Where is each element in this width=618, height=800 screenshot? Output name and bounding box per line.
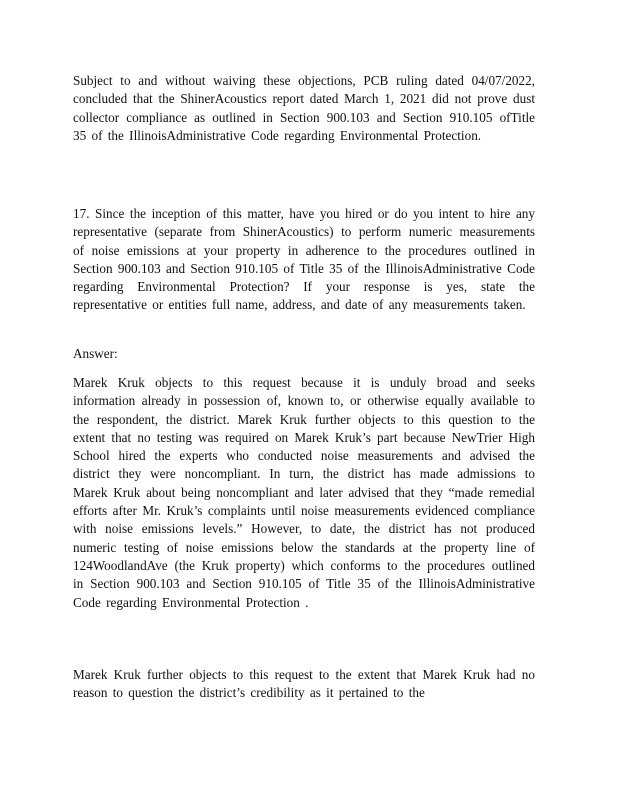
objection-paragraph (73, 72, 535, 145)
answer-heading (73, 345, 535, 363)
answer-text-1: Marek Kruk objects to this request because it is unduly broad and seeks information already in possession of, known to, or otherwise equally available to the respondent, the district. Marek Kruk further objects to this question to the extent that no testing was required on Marek Kruk’s part because NewTrier High School hired the experts who conducted noise measurements and advised the district they were noncompliant. In turn, the district has made admissions to Marek Kruk about being noncompliant and later advised that they “made remedial efforts after Mr. Kruk’s complaints until noise measurements evidenced compliance with noise emissions levels.” However, to date, the district has not produced numeric testing of noise emissions below the standards at the property line of 124WoodlandAve (the Kruk property) which conforms to the procedures outlined in Section 900.103 and Section 910.105 of Title 35 of the IllinoisAdministrative Code regarding Environmental Protection . (73, 375, 535, 610)
question-17-paragraph (73, 205, 535, 315)
objection-text: Subject to and without waiving these objections, PCB ruling dated 04/07/2022, concluded that the ShinerAcoustics report dated March 1, 2021 did not prove dust collector compliance as outlined in Section 900.103 and Section 910.105 ofTitle 35 of the IllinoisAdministrative Code regarding Environmental Protection. (73, 73, 535, 143)
answer-label: Answer: (73, 346, 118, 361)
answer-text-2: Marek Kruk further objects to this request to the extent that Marek Kruk had no reason to question the district’s credibility as it pertained to the (73, 667, 535, 701)
answer-paragraph-2 (73, 666, 535, 703)
answer-paragraph-1 (73, 374, 535, 612)
question-17-text: 17. Since the inception of this matter, have you hired or do you intent to hire any representative (separate from ShinerAcoustics) to perform numeric measurements of noise emissions at your property in adherence to the procedures outlined in Section 900.103 and Section 910.105 of Title 35 of the IllinoisAdministrative Code regarding Environmental Protection? If your response is yes, state the representative or entities full name, address, and date of any measurements taken. (73, 206, 535, 313)
